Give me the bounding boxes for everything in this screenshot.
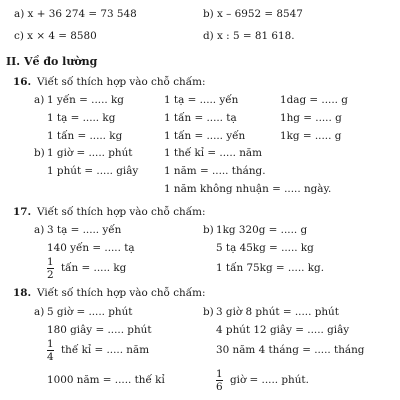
exercise-18-instruction: Viết số thích hợp vào chỗ chấm: (37, 287, 206, 299)
exercise-16a-col1-item: 1 tạ = ..... kg (47, 112, 116, 124)
equation-a: a) x + 36 274 = 73 548 (14, 8, 137, 20)
equation-c: c) x × 4 = 8580 (14, 30, 97, 42)
exercise-18a-item: 5 giờ = ..... phút (47, 306, 133, 318)
exercise-18b-item: 4 phút 12 giây = ..... giây (216, 324, 350, 336)
exercise-18a-item: 1000 năm = ..... thế kỉ (47, 374, 165, 386)
equation-d: d) x : 5 = 81 618. (203, 30, 295, 42)
exercise-16a-col2-item: 1 tấn = ..... tạ (164, 112, 237, 124)
exercise-16b-col2-item: 1 năm không nhuận = ..... ngày. (164, 183, 332, 195)
exercise-16a-label: a) (34, 94, 45, 106)
exercise-16b-col1-item: 1 phút = ..... giây (47, 165, 139, 177)
exercise-18b-label: b) (203, 306, 214, 318)
exercise-17a-item: 140 yến = ..... tạ (47, 242, 135, 254)
exercise-18a-item: thế kỉ = ..... năm (61, 344, 150, 356)
exercise-18b-item: giờ = ..... phút. (230, 374, 309, 386)
exercise-16b-label: b) (34, 147, 45, 159)
fraction-numerator: 1 (216, 368, 223, 380)
fraction-one-half (46, 257, 55, 281)
fraction-denominator: 6 (216, 381, 223, 394)
exercise-18a-label: a) (34, 306, 45, 318)
exercise-18b-item: 30 năm 4 tháng = ..... tháng (216, 344, 365, 356)
exercise-17b-item: 5 tạ 45kg = ..... kg (216, 242, 314, 254)
exercise-16a-col3-item: 1kg = ..... g (280, 130, 342, 142)
exercise-16b-col1-item: 1 giờ = ..... phút (47, 147, 133, 159)
exercise-17b-item: 1 tấn 75kg = ..... kg. (216, 262, 325, 274)
exercise-16a-col3-item: 1dag = ..... g (280, 94, 348, 106)
fraction-denominator: 4 (47, 351, 54, 364)
fraction-numerator: 1 (47, 338, 54, 350)
exercise-18-number: 18. (13, 287, 32, 299)
exercise-17b-label: b) (203, 224, 214, 236)
fraction-one-quarter (46, 339, 55, 363)
exercise-16a-col1-item: 1 tấn = ..... kg (47, 130, 123, 142)
exercise-16a-col1-item: 1 yến = ..... kg (47, 94, 124, 106)
exercise-16b-col2-item: 1 thế kỉ = ..... năm (164, 147, 262, 159)
fraction-one-sixth (215, 369, 224, 393)
fraction-denominator: 2 (47, 269, 54, 282)
exercise-17a-item: tấn = ..... kg (61, 262, 127, 274)
exercise-17a-label: a) (34, 224, 45, 236)
exercise-16a-col3-item: 1hg = ..... g (280, 112, 342, 124)
exercise-16a-col2-item: 1 tạ = ..... yến (164, 94, 239, 106)
exercise-17b-item: 1kg 320g = ..... g (216, 224, 308, 236)
equation-b: b) x – 6952 = 8547 (203, 8, 303, 20)
exercise-16-instruction: Viết số thích hợp vào chỗ chấm: (37, 76, 206, 88)
exercise-17-instruction: Viết số thích hợp vào chỗ chấm: (37, 206, 206, 218)
section-title: II. Về đo lường (6, 55, 98, 68)
exercise-17a-item: 3 tạ = ..... yến (47, 224, 122, 236)
fraction-numerator: 1 (47, 256, 54, 268)
exercise-17-number: 17. (13, 206, 32, 218)
exercise-16b-col2-item: 1 năm = ..... tháng. (164, 165, 266, 177)
exercise-16-number: 16. (13, 76, 32, 88)
exercise-16a-col2-item: 1 tấn = ..... yến (164, 130, 246, 142)
exercise-18a-item: 180 giây = ..... phút (47, 324, 152, 336)
exercise-18b-item: 3 giờ 8 phút = ..... phút (216, 306, 339, 318)
